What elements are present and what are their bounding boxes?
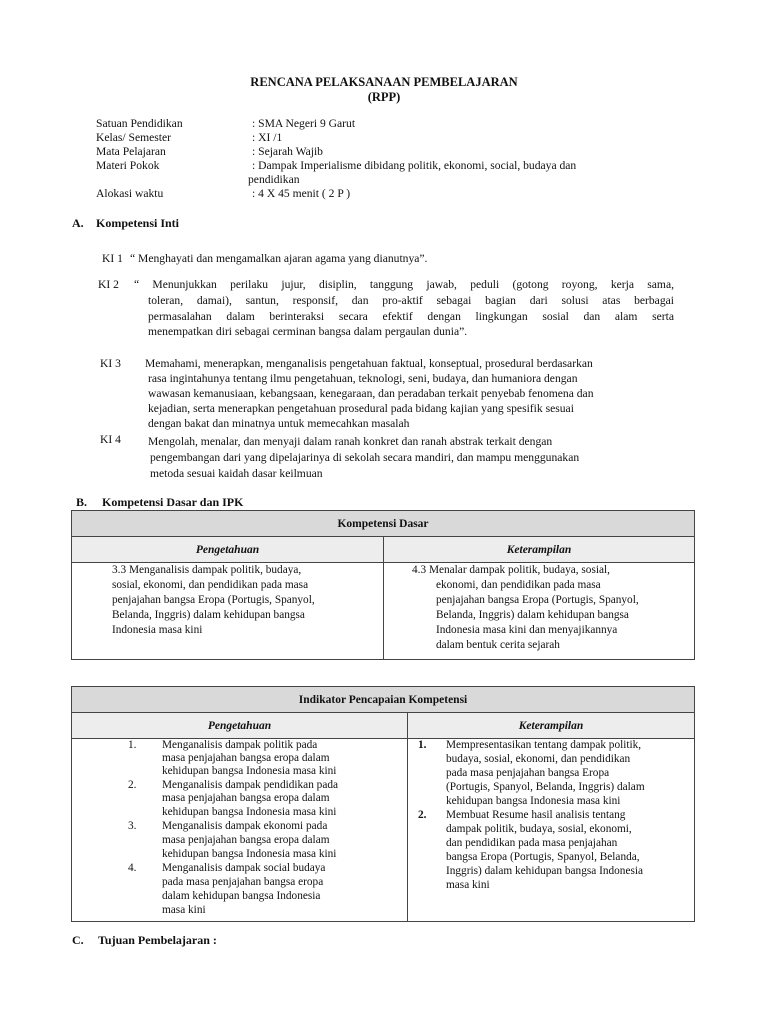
ipk-item-number: 4. xyxy=(128,862,137,874)
ipk-item-line: budaya, sosial, ekonomi, dan pendidikan xyxy=(446,753,631,765)
ki1-text: “ Menghayati dan mengamalkan ajaran agama yang dianutnya”. xyxy=(130,252,428,265)
ipk-item-line: masa kini xyxy=(446,879,490,891)
ipk-item-line: Inggris) dalam kehidupan bangsa Indonesia xyxy=(446,865,644,877)
ipk-item-number: 2. xyxy=(418,809,427,821)
kd-text-line: penjajahan bangsa Eropa (Portugis, Spanyol, xyxy=(112,594,315,606)
ki3-line: dengan bakat dan minatnya untuk memecahkan masalah xyxy=(148,417,410,430)
ki2-line: toleran, damai), santun, responsif, dan pro-aktif sebagai bagian dari solusi atas berbagai xyxy=(148,294,674,307)
kompetensi-dasar-table xyxy=(71,510,695,660)
meta-value-satuan: : SMA Negeri 9 Garut xyxy=(252,117,356,130)
ki4-line: pengembangan dari yang dipelajarinya di sekolah secara mandiri, dan mampu menggunakan xyxy=(150,451,580,464)
meta-label-materi: Materi Pokok xyxy=(96,159,160,172)
ipk-item-line: masa penjajahan bangsa eropa dalam xyxy=(162,792,330,804)
ipk-col-keterampilan: Keterampilan xyxy=(408,713,695,739)
meta-value-kelas: : XI /1 xyxy=(252,131,283,144)
ipk-item-line: masa kini xyxy=(162,904,206,916)
ipk-item-line: dan pendidikan pada masa penjajahan xyxy=(446,837,618,849)
ipk-item-line: Membuat Resume hasil analisis tentang xyxy=(446,809,626,821)
meta-label-kelas: Kelas/ Semester xyxy=(96,131,172,144)
ipk-item-line: Menganalisis dampak pendidikan pada xyxy=(162,779,338,791)
meta-label-satuan: Satuan Pendidikan xyxy=(96,117,183,130)
kd-cell-keterampilan xyxy=(384,563,695,660)
kd-text-line: Indonesia masa kini dan menyajikannya xyxy=(436,624,618,636)
ki3-line: kejadian, serta menerapkan pengetahuan prosedural pada bidang kajian yang spesifik sesuai xyxy=(148,402,574,415)
ki4-code: KI 4 xyxy=(100,433,121,446)
ki2-line: menempatkan diri sebagai cerminan bangsa dalam pergaulan dunia”. xyxy=(148,325,468,338)
ki3-code: KI 3 xyxy=(100,357,121,370)
ipk-item-number: 3. xyxy=(128,820,137,832)
ipk-col-pengetahuan: Pengetahuan xyxy=(72,713,408,739)
meta-value-materi: : Dampak Imperialisme dibidang politik, ekonomi, social, budaya dan xyxy=(252,159,577,172)
kd-text-line: ekonomi, dan pendidikan pada masa xyxy=(436,579,601,591)
section-c-letter: C. xyxy=(72,933,84,947)
section-c-title: Tujuan Pembelajaran : xyxy=(98,933,217,947)
ki2-line: permasalahan dalam berinteraksi secara efektif dengan lingkungan sosial dan alam serta xyxy=(148,310,674,323)
ki3-line: wawasan kemanusiaan, kebangsaan, kenegaraan, dan peradaban terkait penyebab fenomena dan xyxy=(148,387,594,400)
section-a-letter: A. xyxy=(72,216,84,230)
kd-cell-pengetahuan xyxy=(72,563,384,660)
ipk-item-line: dampak politik, budaya, sosial, ekonomi, xyxy=(446,823,632,835)
kd-text-line: 3.3 Menganalisis dampak politik, budaya, xyxy=(112,564,302,576)
ipk-cell-pengetahuan xyxy=(72,739,408,922)
kd-text-line: sosial, ekonomi, dan pendidikan pada masa xyxy=(112,579,309,591)
ipk-item-line: Menganalisis dampak social budaya xyxy=(162,862,326,874)
section-a-title: Kompetensi Inti xyxy=(96,216,180,230)
ki1-code: KI 1 xyxy=(102,252,123,265)
ipk-item-line: masa penjajahan bangsa eropa dalam xyxy=(162,834,330,846)
ki4-line: Mengolah, menalar, dan menyaji dalam ranah konkret dan ranah abstrak terkait dengan xyxy=(148,435,553,448)
ipk-item-line: kehidupan bangsa Indonesia masa kini xyxy=(162,765,337,777)
ipk-item-line: Menganalisis dampak ekonomi pada xyxy=(162,820,328,832)
section-b-letter: B. xyxy=(76,495,88,509)
kd-text-line: penjajahan bangsa Eropa (Portugis, Spanyol, xyxy=(436,594,639,606)
ipk-item-number: 1. xyxy=(128,739,137,751)
ipk-item-line: masa penjajahan bangsa eropa dalam xyxy=(162,752,330,764)
ipk-item-line: dalam kehidupan bangsa Indonesia xyxy=(162,890,321,902)
document-subtitle: (RPP) xyxy=(367,90,401,104)
kd-text-line: Indonesia masa kini xyxy=(112,624,203,636)
meta-value-mapel: : Sejarah Wajib xyxy=(252,145,323,158)
ki3-line: rasa ingintahunya tentang ilmu pengetahuan, teknologi, seni, budaya, dan humaniora dengan xyxy=(148,372,578,385)
ipk-item-line: Mempresentasikan tentang dampak politik, xyxy=(446,739,642,751)
ki2-code: KI 2 xyxy=(98,278,119,291)
ki3-line: Memahami, menerapkan, menganalisis pengetahuan faktual, konseptual, prosedural berdasarkan xyxy=(145,357,593,370)
meta-label-alokasi: Alokasi waktu xyxy=(96,187,164,200)
meta-value-alokasi: : 4 X 45 menit ( 2 P ) xyxy=(252,187,351,200)
ipk-item-line: kehidupan bangsa Indonesia masa kini xyxy=(446,795,621,807)
ipk-item-number: 2. xyxy=(128,779,137,791)
ipk-item-line: kehidupan bangsa Indonesia masa kini xyxy=(162,806,337,818)
section-b-title: Kompetensi Dasar dan IPK xyxy=(102,495,244,509)
ipk-item-line: pada masa penjajahan bangsa Eropa xyxy=(446,767,610,779)
ipk-item-line: bangsa Eropa (Portugis, Spanyol, Belanda, xyxy=(446,851,640,863)
kd-col-pengetahuan: Pengetahuan xyxy=(72,537,384,563)
meta-value-materi-cont: pendidikan xyxy=(248,173,300,186)
ipk-item-line: kehidupan bangsa Indonesia masa kini xyxy=(162,848,337,860)
ipk-item-line: pada masa penjajahan bangsa eropa xyxy=(162,876,324,888)
kd-text-line: dalam bentuk cerita sejarah xyxy=(436,639,560,651)
ki4-line: metoda sesuai kaidah dasar keilmuan xyxy=(150,467,323,480)
ki2-line: “ Menunjukkan perilaku jujur, disiplin, tanggung jawab, peduli (gotong royong, kerja sama, xyxy=(134,278,674,291)
document-title: RENCANA PELAKSANAAN PEMBELAJARAN xyxy=(250,75,518,89)
kd-text-line: Belanda, Inggris) dalam kehidupan bangsa xyxy=(112,609,305,621)
kd-text-line: Belanda, Inggris) dalam kehidupan bangsa xyxy=(436,609,629,621)
ipk-item-line: Menganalisis dampak politik pada xyxy=(162,739,318,751)
ipk-header: Indikator Pencapaian Kompetensi xyxy=(72,687,695,713)
ipk-item-line: (Portugis, Spanyol, Belanda, Inggris) dalam xyxy=(446,781,645,793)
kd-header: Kompetensi Dasar xyxy=(72,511,695,537)
ipk-item-number: 1. xyxy=(418,739,427,751)
ipk-cell-keterampilan xyxy=(408,739,695,922)
meta-label-mapel: Mata Pelajaran xyxy=(96,145,166,158)
kd-text-line: 4.3 Menalar dampak politik, budaya, sosial, xyxy=(412,564,610,576)
kd-col-keterampilan: Keterampilan xyxy=(384,537,695,563)
ipk-table xyxy=(71,686,695,922)
